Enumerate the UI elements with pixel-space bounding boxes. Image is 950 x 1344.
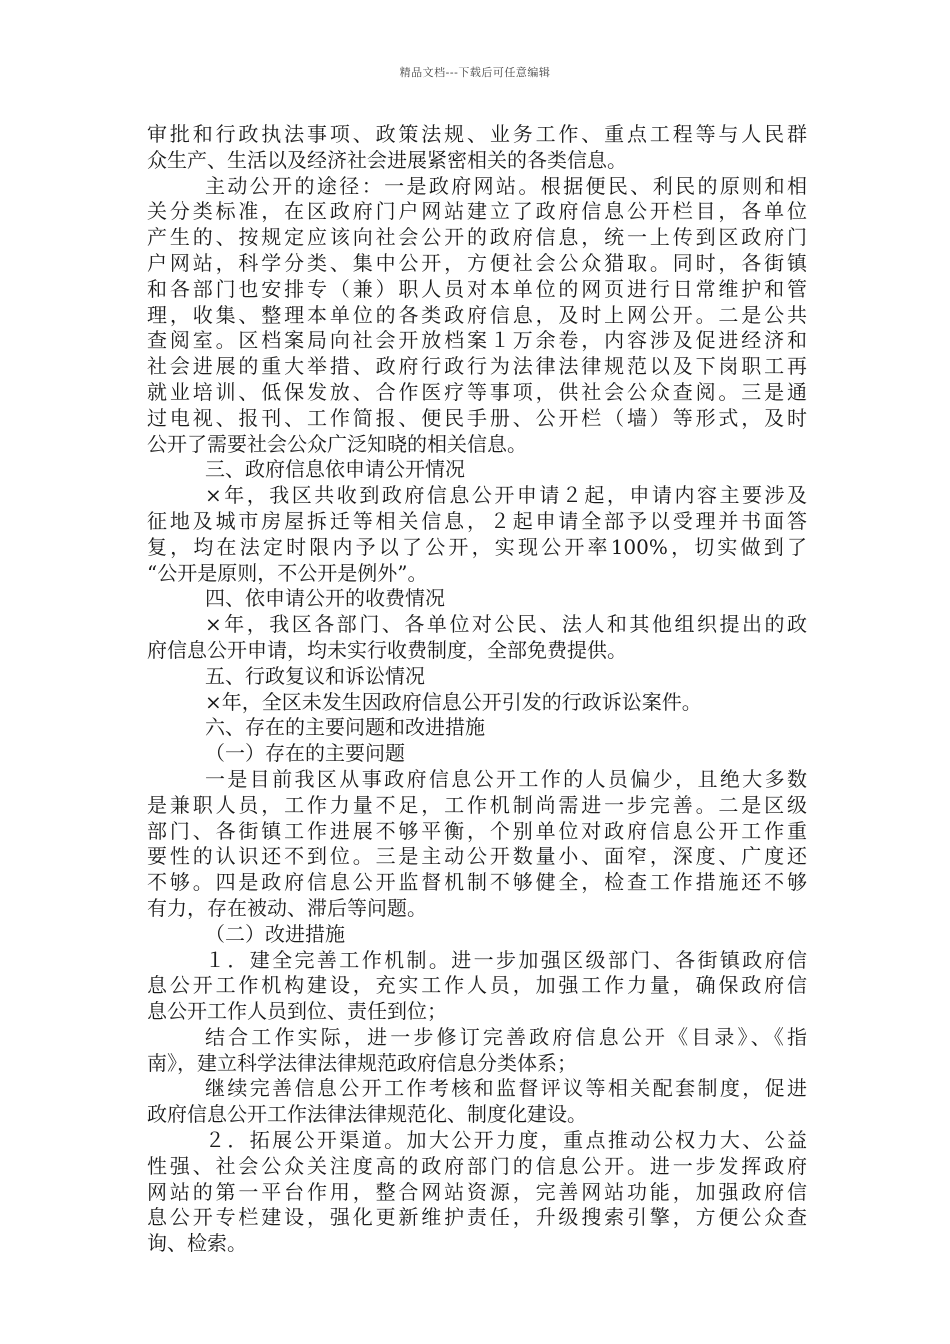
paragraph (147, 457, 807, 483)
text-line: 查阅室。区档案局向社会开放档案１万余卷，内容涉及促进经济和 (147, 328, 807, 353)
text-line: 询、检索。 (147, 1231, 247, 1256)
text-line: （一）存在的主要问题 (205, 741, 405, 766)
text-line: ２．拓展公开渠道。加大公开力度，重点推动公权力大、公益 (205, 1128, 807, 1153)
text-line: 南》，建立科学法律法律规范政府信息分类体系； (147, 1050, 577, 1075)
text-line: ×年，全区未发生因政府信息公开引发的行政诉讼案件。 (205, 689, 702, 714)
text-line: 审批和行政执法事项、政策法规、业务工作、重点工程等与人民群 (147, 122, 807, 146)
text-line: 征地及城市房屋拆迁等相关信息，２起申请全部予以受理并书面答 (147, 508, 807, 533)
paragraph (147, 741, 807, 767)
paragraph (147, 767, 807, 922)
text-line: 六、存在的主要问题和改进措施 (205, 715, 485, 740)
text-line: 息公开工作人员到位、责任到位； (147, 999, 447, 1024)
paragraph (147, 715, 807, 741)
text-line: ×年，我区共收到政府信息公开申请２起，申请内容主要涉及 (205, 483, 807, 508)
text-line: “公开是原则，不公开是例外”。 (147, 560, 428, 585)
text-line: 和各部门也安排专（兼）职人员对本单位的网页进行日常维护和管 (147, 276, 807, 301)
text-line: ×年，我区各部门、各单位对公民、法人和其他组织提出的政 (205, 612, 807, 637)
text-line: 性强、社会公众关注度高的政府部门的信息公开。进一步发挥政府 (147, 1153, 807, 1178)
text-line: 继续完善信息公开工作考核和监督评议等相关配套制度，促进 (205, 1076, 807, 1101)
text-line: 不够。四是政府信息公开监督机制不够健全，检查工作措施还不够 (147, 870, 807, 895)
paragraph (147, 948, 807, 1025)
paragraph (147, 1128, 807, 1257)
text-line: 产生的、按规定应该向社会公开的政府信息，统一上传到区政府门 (147, 225, 807, 250)
paragraph (147, 690, 807, 716)
text-line: 息公开工作机构建设，充实工作人员，加强工作力量，确保政府信 (147, 973, 807, 998)
paragraph (147, 1076, 807, 1128)
text-line: 公开了需要社会公众广泛知晓的相关信息。 (147, 431, 527, 456)
text-line: 有力，存在被动、滞后等问题。 (147, 895, 427, 920)
text-line: 一是目前我区从事政府信息公开工作的人员偏少，且绝大多数 (205, 766, 807, 791)
text-line: 政府信息公开工作法律法律规范化、制度化建设。 (147, 1102, 587, 1127)
text-line: 理，收集、整理本单位的各类政府信息，及时上网公开。二是公共 (147, 302, 807, 327)
text-line: 部门、各街镇工作进展不够平衡，个别单位对政府信息公开工作重 (147, 818, 807, 843)
text-line: 五、行政复议和诉讼情况 (205, 663, 425, 688)
text-line: 众生产、生活以及经济社会进展紧密相关的各类信息。 (147, 147, 627, 172)
text-line: 户网站，科学分类、集中公开，方便社会公众猎取。同时，各街镇 (147, 250, 807, 275)
text-line: 主动公开的途径：一是政府网站。根据便民、利民的原则和相 (205, 173, 807, 198)
text-line: 社会进展的重大举措、政府行政行为法律法律规范以及下岗职工再 (147, 354, 807, 379)
paragraph (147, 483, 807, 586)
text-line: 要性的认识还不到位。三是主动公开数量小、面窄，深度、广度还 (147, 844, 807, 869)
text-line: 息公开专栏建设，强化更新维护责任，升级搜索引擎，方便公众查 (147, 1205, 807, 1230)
text-line: 结合工作实际，进一步修订完善政府信息公开《目录》、《指 (205, 1024, 807, 1049)
text-line: 过电视、报刊、工作简报、便民手册、公开栏（墙）等形式，及时 (147, 405, 807, 430)
text-line: 关分类标准，在区政府门户网站建立了政府信息公开栏目，各单位 (147, 199, 807, 224)
text-line: 复，均在法定时限内予以了公开，实现公开率100%，切实做到了 (147, 534, 807, 559)
paragraph (147, 612, 807, 664)
paragraph (147, 922, 807, 948)
text-line: 府信息公开申请，均未实行收费制度，全部免费提供。 (147, 637, 627, 662)
text-line: 三、政府信息依申请公开情况 (205, 457, 465, 482)
paragraph (147, 174, 807, 458)
text-line: （二）改进措施 (205, 921, 345, 946)
paragraph (147, 1025, 807, 1077)
text-line: 是兼职人员，工作力量不足，工作机制尚需进一步完善。二是区级 (147, 792, 807, 817)
text-line: 网站的第一平台作用，整合网站资源，完善网站功能，加强政府信 (147, 1179, 807, 1204)
paragraph (147, 664, 807, 690)
paragraph (147, 586, 807, 612)
page-header: 精品文档---下载后可任意编辑 (399, 66, 551, 79)
text-line: 四、依申请公开的收费情况 (205, 586, 445, 611)
text-line: １．建全完善工作机制。进一步加强区级部门、各街镇政府信 (205, 947, 807, 972)
paragraph (147, 122, 807, 174)
text-line: 就业培训、低保发放、合作医疗等事项，供社会公众查阅。三是通 (147, 379, 807, 404)
document-body (147, 122, 807, 1257)
